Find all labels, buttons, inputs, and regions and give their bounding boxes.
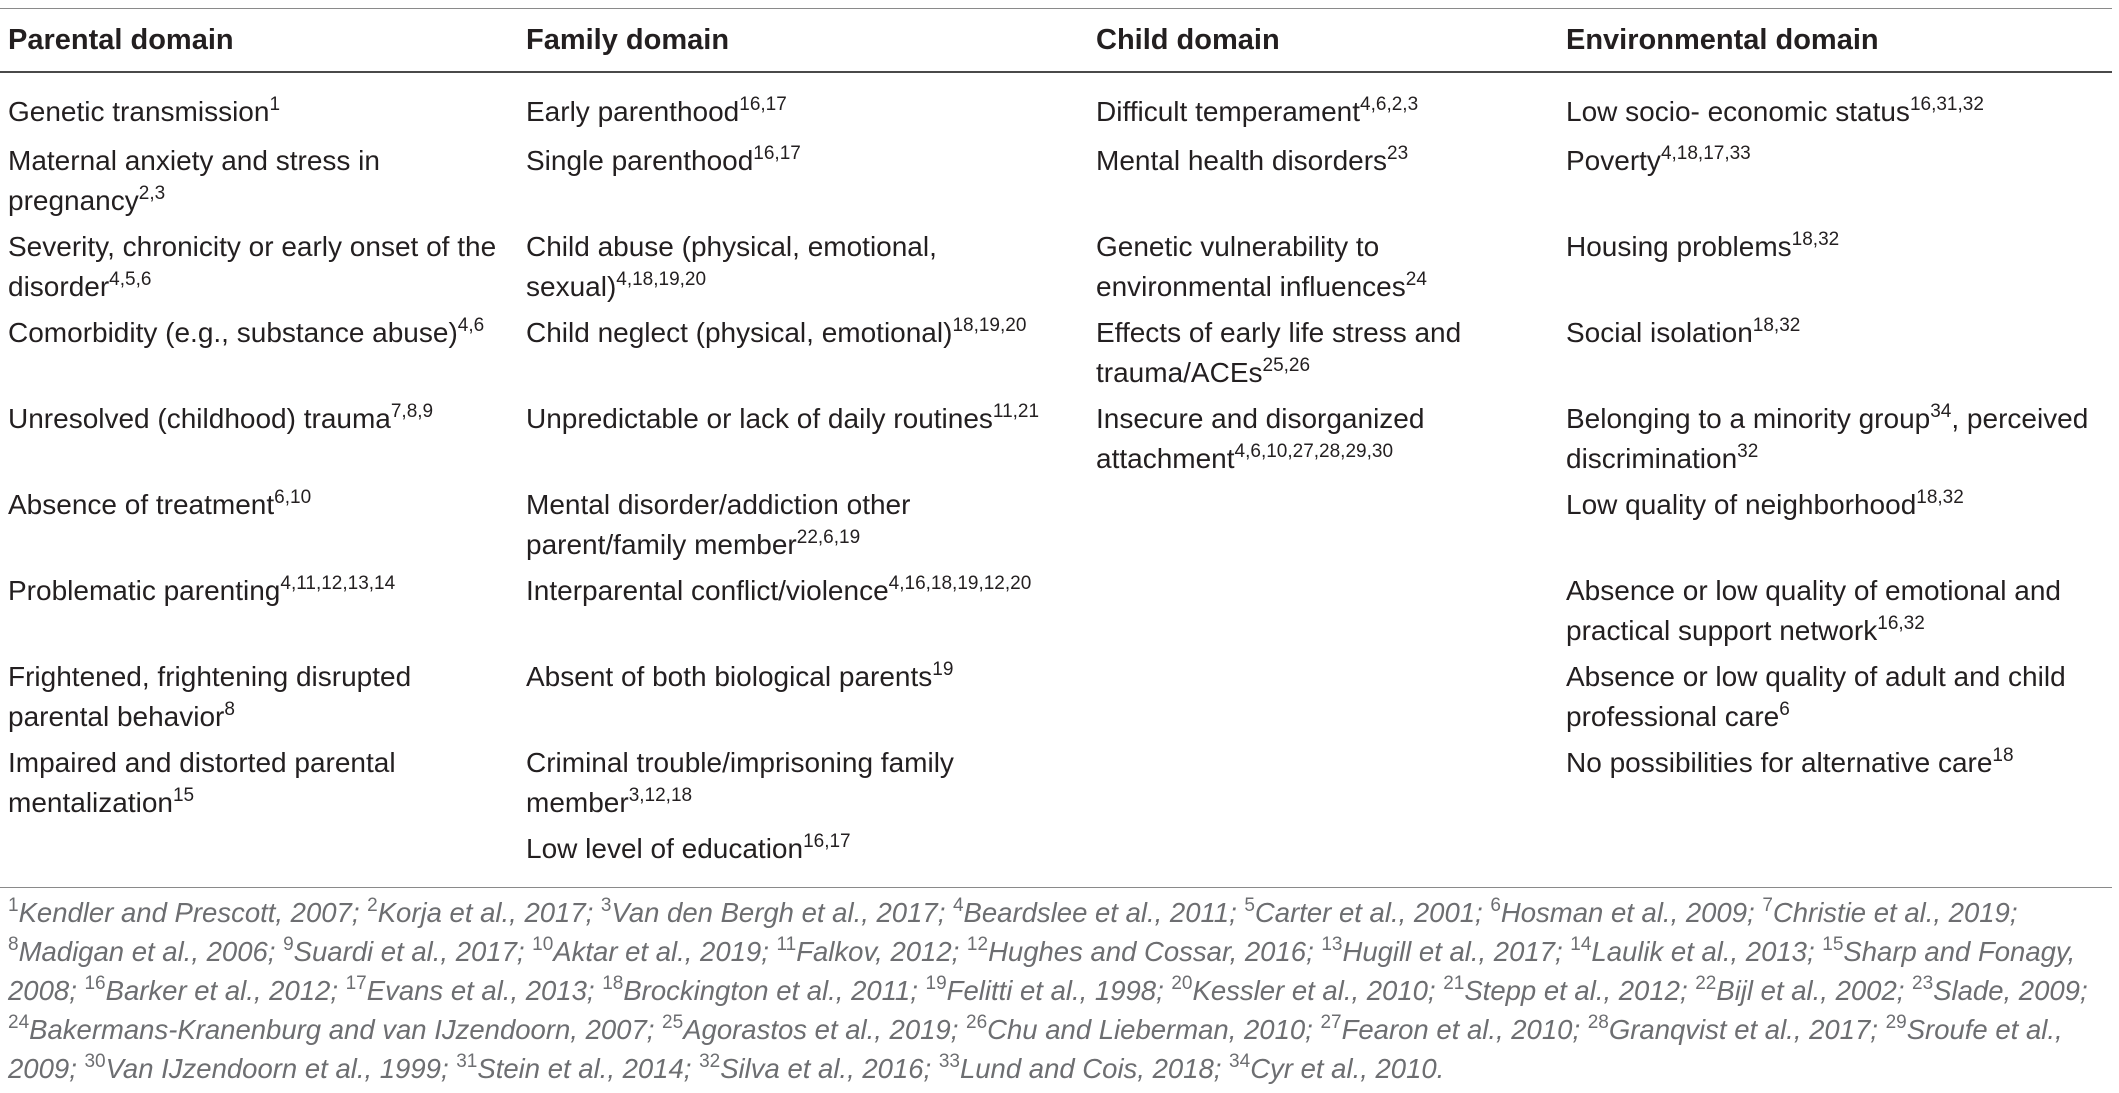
footnote-item: [938, 1050, 1214, 1084]
footnote-reference: Felitti et al., 1998: [946, 975, 1157, 1006]
footnote-item: [1171, 972, 1428, 1006]
footnote-item: [345, 972, 587, 1006]
footnote-item: [602, 972, 911, 1006]
footnote-reference: Silva et al., 2016: [720, 1053, 924, 1084]
cell-family-10: Low level of education$^{16,17}$: [526, 830, 851, 864]
cell-family-4: Child neglect (physical, emotional)$^{18,19,20}$: [526, 314, 1027, 348]
footnote-reference: Hosman et al., 2009: [1500, 897, 1748, 928]
footnote-number: 24: [8, 1011, 30, 1033]
footnote-number: 20: [1171, 972, 1193, 994]
cell-child-2: Mental health disorders$^{23}$: [1096, 142, 1409, 176]
footnote-number: 22: [1695, 972, 1717, 994]
footnote-number: 2: [367, 894, 378, 916]
footnote-item: [952, 894, 1230, 928]
header-environmental-domain: Environmental domain: [1566, 24, 1879, 56]
footnote-number: 30: [84, 1050, 106, 1072]
cell-parental-3: Severity, chronicity or early onset of the disorder$^{4,5,6}$: [8, 231, 497, 302]
footnote-number: 3: [600, 894, 612, 916]
header-rule: [0, 71, 2112, 73]
footnote-number: 32: [699, 1050, 721, 1072]
footnote-reference: Fearon et al., 2010: [1341, 1014, 1573, 1045]
footnote-reference: Sroufe et al., 2009: [8, 1014, 2063, 1084]
footnote-item: [84, 972, 331, 1006]
cell-family-1: Early parenthood$^{16,17}$: [526, 93, 787, 127]
footnote-item: [1570, 933, 1807, 967]
cell-parental-2: Maternal anxiety and stress in pregnancy$^{2,3}$: [8, 145, 380, 216]
footnote-item: [1587, 1011, 1871, 1045]
table-top-rule: [0, 8, 2112, 9]
header-parental-domain: Parental domain: [8, 24, 234, 56]
cell-environmental-2: Poverty$^{4,18,17,33}$: [1566, 142, 1751, 176]
footnote-reference: Beardslee et al., 2011: [963, 897, 1230, 928]
footnote-number: 23: [1912, 972, 1934, 994]
footnote-item: [1321, 933, 1555, 967]
cell-environmental-3: Housing problems$^{18,32}$: [1566, 228, 1840, 262]
footnote-reference: Madigan et al., 2006: [18, 936, 268, 967]
footnote-reference: Granqvist et al., 2017: [1608, 1014, 1871, 1045]
cell-environmental-8: Absence or low quality of adult and child professional care$^6$: [1566, 661, 2066, 732]
footnote-number: 15: [1822, 933, 1844, 955]
footnote-item: [367, 894, 586, 928]
footnote-number: 33: [938, 1050, 960, 1072]
footnote-reference: Bakermans-Kranenburg and van IJzendoorn, 2007: [29, 1014, 647, 1045]
footnote-number: 25: [662, 1011, 684, 1033]
footnote-reference: Evans et al., 2013: [366, 975, 587, 1006]
footnote-item: [600, 894, 938, 928]
cell-child-4: Effects of early life stress and trauma/ACEs$^{25,26}$: [1096, 317, 1462, 388]
footnote-number: 13: [1321, 933, 1343, 955]
footnote-reference: Lund and Cois, 2018: [959, 1053, 1214, 1084]
footnote-number: 1: [8, 894, 19, 916]
footnote-number: 7: [1762, 894, 1773, 916]
cell-family-5: Unpredictable or lack of daily routines$^{11,21}$: [526, 400, 1040, 434]
cell-family-8: Absent of both biological parents$^{19}$: [526, 658, 954, 692]
footnote-number: 4: [952, 894, 964, 916]
footnote-number: 10: [532, 933, 554, 955]
cell-parental-7: Problematic parenting$^{4,11,12,13,14}$: [8, 572, 396, 606]
cell-family-2: Single parenthood$^{16,17}$: [526, 142, 801, 176]
footnote-number: 16: [84, 972, 106, 994]
footnote-item: [662, 1011, 951, 1045]
footnote-number: 5: [1244, 894, 1255, 916]
footnote-item: [8, 1011, 647, 1045]
cell-parental-9: Impaired and distorted parental mentalization$^{15}$: [8, 747, 396, 818]
footnote-reference: Christie et al., 2019: [1772, 897, 2010, 928]
footnote-reference: Bijl et al., 2002: [1716, 975, 1897, 1006]
footnote-reference: Van den Bergh et al., 2017: [611, 897, 938, 928]
cell-child-3: Genetic vulnerability to environmental influences$^{24}$: [1096, 231, 1427, 302]
footnote-reference: Carter et al., 2001: [1254, 897, 1476, 928]
cell-parental-4: Comorbidity (e.g., substance abuse)$^{4,6}$: [8, 314, 485, 348]
footnote-item: [1762, 894, 2010, 928]
footnote-number: 14: [1570, 933, 1592, 955]
cell-parental-6: Absence of treatment$^{6,10}$: [8, 486, 312, 520]
footnote-number: 12: [966, 933, 989, 955]
footnote-item: [966, 933, 1307, 967]
footnote-reference: Stepp et al., 2012: [1464, 975, 1680, 1006]
footnote-item: [1244, 894, 1476, 928]
cell-environmental-6: Low quality of neighborhood$^{18,32}$: [1566, 486, 1964, 520]
footnote-item: [1443, 972, 1680, 1006]
footnote-number: 18: [602, 972, 624, 994]
footnote-reference: Stein et al., 2014: [477, 1053, 684, 1084]
footnote-reference: Slade, 2009: [1933, 975, 2080, 1006]
footnote-item: [1320, 1011, 1573, 1045]
footnote-item: [966, 1011, 1306, 1045]
footnote-number: 9: [283, 933, 294, 955]
footnote-reference: Laulik et al., 2013: [1591, 936, 1807, 967]
cell-child-1: Difficult temperament$^{4,6,2,3}$: [1096, 93, 1419, 127]
header-child-domain: Child domain: [1096, 24, 1280, 56]
footnote-number: 26: [966, 1011, 988, 1033]
footnote-item: [8, 894, 352, 928]
footnote-reference: Suardi et al., 2017: [293, 936, 517, 967]
footnote-number: 28: [1587, 1011, 1609, 1033]
footnote-item: [456, 1050, 684, 1084]
cell-family-9: Criminal trouble/imprisoning family member$^{3,12,18}$: [526, 747, 954, 818]
cell-environmental-4: Social isolation$^{18,32}$: [1566, 314, 1801, 348]
footnote-reference: Cyr et al., 2010: [1250, 1053, 1437, 1084]
footnote-number: 31: [456, 1050, 478, 1072]
footnote-reference: Hughes and Cossar, 2016: [988, 936, 1307, 967]
footnote-number: 19: [925, 972, 947, 994]
cell-family-7: Interparental conflict/violence$^{4,16,18,19,12,20}$: [526, 572, 1032, 606]
footnote-reference: Van IJzendoorn et al., 1999: [105, 1053, 441, 1084]
cell-environmental-9: No possibilities for alternative care$^{18}$: [1566, 744, 2014, 778]
footnote-item: [1229, 1050, 1437, 1084]
footnote-number: 29: [1885, 1011, 1907, 1033]
footnote-item: [8, 933, 268, 967]
footnote-reference: Agorastos et al., 2019: [683, 1014, 951, 1045]
footnote-reference: Sharp and Fonagy, 2008: [8, 936, 2076, 1006]
footnote-reference: Kessler et al., 2010: [1192, 975, 1428, 1006]
table-bottom-rule: [0, 887, 2112, 888]
footnote-item: [1912, 972, 2080, 1006]
footnote-reference: Kendler and Prescott, 2007: [18, 897, 352, 928]
footnote-item: [532, 933, 762, 967]
footnote-reference: Chu and Lieberman, 2010: [987, 1014, 1306, 1045]
header-family-domain: Family domain: [526, 24, 730, 56]
footnote-item: [283, 933, 517, 967]
footnotes: $^1$Kendler and Prescott, 2007; $^2$Korja et al., 2017; $^3$Van den Bergh et al., 2017; $^4$Beardslee et al., 2011; $^5$Carter et al., 2001; $^6$Hosman et al., 2009; $^7$Christie et al., 2019; $^8$Madigan et al., 2006; $^9$Suardi et al., 2017; $^{10}$Aktar et al., 2019; $^{11}$Falkov, 2012; $^{12}$Hughes and Cossar, 2016; $^{13}$Hugill et al., 2017; $^{14}$Laulik et al., 2013; $^{15}$Sharp and Fonagy, 2008; $^{16}$Barker et al., 2012; $^{17}$Evans et al., 2013; $^{18}$Brockington et al., 2011; $^{19}$Felitti et al., 1998; $^{20}$Kessler et al., 2010; $^{21}$Stepp et al., 2012; $^{22}$Bijl et al., 2002; $^{23}$Slade, 2009; $^{24}$Bakermans-Kranenburg and van IJzendoorn, 2007; $^{25}$Agorastos et al., 2019; $^{26}$Chu and Lieberman, 2010; $^{27}$Fearon et al., 2010; $^{28}$Granqvist et al., 2017; $^{29}$Sroufe et al., 2009; $^{30}$Van IJzendoorn et al., 1999; $^{31}$Stein et al., 2014; $^{32}$Silva et al., 2016; $^{33}$Lund and Cois, 2018; $^{34}$Cyr et al., 2010.: [8, 894, 2088, 1084]
footnote-item: [776, 933, 952, 967]
footnote-number: 6: [1490, 894, 1501, 916]
cell-environmental-1: Low socio- economic status$^{16,31,32}$: [1566, 93, 1984, 127]
footnote-number: 11: [776, 933, 797, 955]
cell-parental-1: Genetic transmission$^1$: [8, 93, 281, 127]
cell-child-5: Insecure and disorganized attachment$^{4,6,10,27,28,29,30}$: [1096, 403, 1425, 474]
footnote-item: [1490, 894, 1748, 928]
footnote-reference: Barker et al., 2012: [105, 975, 331, 1006]
cell-environmental-5: Belonging to a minority group$^{34}$, perceived discrimination$^{32}$: [1566, 400, 2089, 474]
footnote-item: [1695, 972, 1897, 1006]
footnote-reference: Hugill et al., 2017: [1342, 936, 1555, 967]
footnote-reference: Aktar et al., 2019: [553, 936, 762, 967]
cell-parental-8: Frightened, frightening disrupted parental behavior$^8$: [8, 661, 412, 732]
cell-family-3: Child abuse (physical, emotional, sexual)$^{4,18,19,20}$: [526, 231, 937, 302]
footnote-number: 17: [345, 972, 367, 994]
cell-environmental-7: Absence or low quality of emotional and practical support network$^{16,32}$: [1566, 575, 2061, 646]
footnote-number: 34: [1229, 1050, 1251, 1072]
footnote-number: 21: [1443, 972, 1465, 994]
footnote-number: 27: [1320, 1011, 1342, 1033]
footnote-item: [84, 1050, 441, 1084]
cell-family-6: Mental disorder/addiction other parent/family member$^{22,6,19}$: [526, 489, 911, 560]
footnote-item: [925, 972, 1157, 1006]
footnote-number: 8: [8, 933, 19, 955]
footnote-reference: Brockington et al., 2011: [623, 975, 911, 1006]
footnote-reference: Falkov, 2012: [796, 936, 952, 967]
footnote-item: [699, 1050, 924, 1084]
footnote-reference: Korja et al., 2017: [377, 897, 586, 928]
cell-parental-5: Unresolved (childhood) trauma$^{7,8,9}$: [8, 400, 434, 434]
